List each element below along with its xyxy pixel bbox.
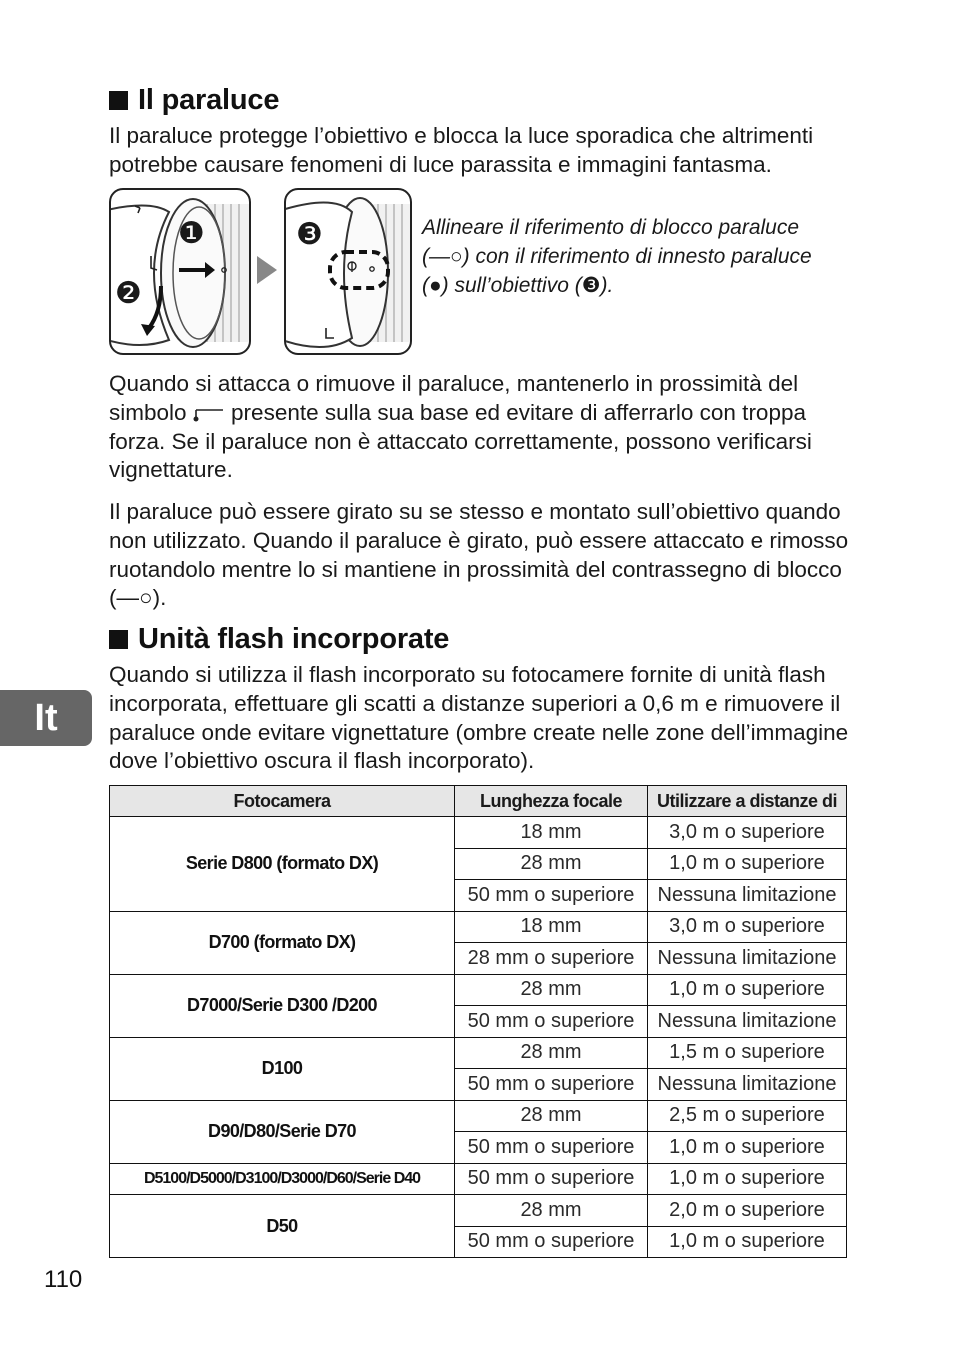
focal-cell: 28 mm [455, 848, 648, 880]
focal-cell: 50 mm o superiore [455, 1132, 648, 1164]
focal-cell: 28 mm [455, 974, 648, 1006]
page-number: 110 [44, 1266, 83, 1293]
lens-hood-intro: Il paraluce protegge l’obiettivo e blocca la luce sporadica che altrimenti potrebbe causare fenomeni di luce parassita e immagini fantasma. [109, 123, 814, 177]
camera-cell: Serie D800 (formato DX) [110, 817, 455, 912]
table-row [110, 1195, 847, 1227]
focal-cell: 50 mm o superiore [455, 1006, 648, 1038]
section-heading-built-in-flash [109, 623, 449, 656]
step-2-marker: ❷ [115, 277, 142, 310]
distance-cell: 1,0 m o superiore [648, 1132, 847, 1164]
section-square-icon [109, 91, 128, 110]
distance-cell: 1,0 m o superiore [648, 1163, 847, 1195]
hood-attach-illustration [111, 190, 249, 353]
camera-cell: D50 [110, 1195, 455, 1258]
hood-handling-text-after: presente sulla sua base ed evitare di afferrarlo con troppa forza. Se il paraluce non è attaccato correttamente, possono verificarsi vignettature. [109, 399, 812, 483]
focal-cell: 50 mm o superiore [455, 1226, 648, 1258]
header-focal-length: Lunghezza focale [455, 786, 648, 817]
focal-cell: 28 mm o superiore [455, 943, 648, 975]
camera-cell: D90/D80/Serie D70 [110, 1100, 455, 1163]
language-tab: It [0, 690, 92, 746]
table-row [110, 974, 847, 1006]
distance-cell: 1,0 m o superiore [648, 1226, 847, 1258]
step-arrow-icon [255, 254, 279, 286]
section-title: Unità flash incorporate [138, 623, 450, 655]
table-row [110, 911, 847, 943]
hood-reverse-paragraph: Il paraluce può essere girato su se stesso e montato sull’obiettivo quando non utilizzato. Quando il paraluce è girato, può essere attaccato e rimosso ruotandolo mentre lo si mantiene in prossimità del contrassegno di blocco (—○). [109, 499, 849, 611]
distance-cell: 2,5 m o superiore [648, 1100, 847, 1132]
figure-hood-attach [109, 188, 251, 355]
table-row [110, 1037, 847, 1069]
focal-cell: 50 mm o superiore [455, 1069, 648, 1101]
focal-cell: 18 mm [455, 817, 648, 849]
focal-cell: 50 mm o superiore [455, 880, 648, 912]
distance-cell: 3,0 m o superiore [648, 817, 847, 849]
distance-cell: Nessuna limitazione [648, 1069, 847, 1101]
step-3-marker: ❸ [296, 218, 323, 251]
section-heading-lens-hood [109, 84, 279, 117]
focal-cell: 28 mm [455, 1195, 648, 1227]
distance-cell: Nessuna limitazione [648, 880, 847, 912]
focal-cell: 18 mm [455, 911, 648, 943]
table-header-row [110, 786, 847, 817]
distance-cell: 2,0 m o superiore [648, 1195, 847, 1227]
caption-line-3: (●) sull’obiettivo (❸). [422, 274, 614, 297]
distance-cell: 1,5 m o superiore [648, 1037, 847, 1069]
table-row [110, 1100, 847, 1132]
caption-line-2: (—○) con il riferimento di innesto paraluce [422, 245, 812, 268]
focal-cell: 28 mm [455, 1037, 648, 1069]
distance-cell: 1,0 m o superiore [648, 848, 847, 880]
distance-cell: 1,0 m o superiore [648, 974, 847, 1006]
camera-cell: D5100/D5000/D3100/D3000/D60/Serie D40 [110, 1163, 455, 1195]
focal-cell: 50 mm o superiore [455, 1163, 648, 1195]
distance-cell: Nessuna limitazione [648, 1006, 847, 1038]
hood-handling-paragraph [109, 370, 854, 485]
header-distance: Utilizzare a distanze di [648, 786, 847, 817]
flash-intro: Quando si utilizza il flash incorporato su fotocamere fornite di unità flash incorporata, effettuare gli scatti a distanze superiori a 0,6 m e rimuovere il paraluce onde evitare vignettature (ombre create nelle zone dell’immagine dove l’obiettivo oscura il flash incorporato). [109, 662, 849, 774]
hood-aligned-illustration [286, 190, 410, 353]
distance-cell: Nessuna limitazione [648, 943, 847, 975]
camera-cell: D7000/Serie D300 /D200 [110, 974, 455, 1037]
section-square-icon [109, 630, 128, 649]
camera-cell: D100 [110, 1037, 455, 1100]
step-1-marker: ❶ [178, 217, 205, 250]
figure-hood-aligned [284, 188, 412, 355]
caption-line-1: Allineare il riferimento di blocco paraluce [422, 216, 800, 239]
grip-symbol-icon [193, 404, 225, 422]
section-title: Il paraluce [138, 84, 280, 116]
table-row [110, 817, 847, 849]
figure-caption [422, 213, 852, 300]
camera-cell: D700 (formato DX) [110, 911, 455, 974]
focal-cell: 28 mm [455, 1100, 648, 1132]
hood-handling-text-before: Quando si attacca o rimuove il paraluce, mantenerlo in prossimità del simbolo [109, 371, 799, 425]
table-row [110, 1163, 847, 1195]
distance-cell: 3,0 m o superiore [648, 911, 847, 943]
flash-distance-table [109, 785, 847, 1258]
header-camera: Fotocamera [110, 786, 455, 817]
